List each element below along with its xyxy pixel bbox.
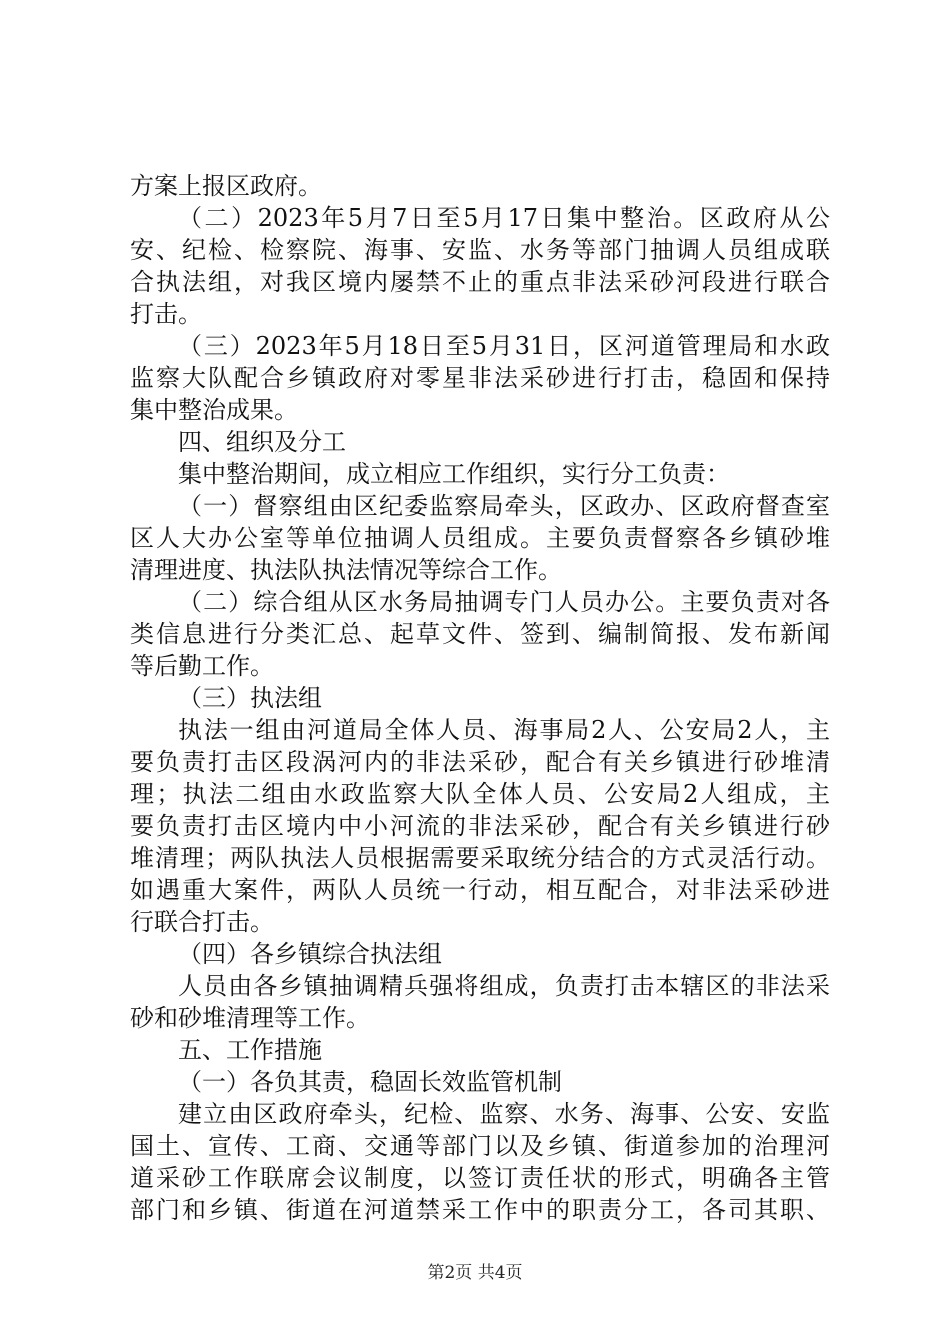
text-line: 监察大队配合乡镇政府对零星非法采砂进行打击，稳固和保持 [130, 364, 830, 392]
text-line: 集中整治成果。 [130, 396, 298, 424]
text-line: 合执法组，对我区境内屡禁不止的重点非法采砂河段进行联合 [130, 268, 830, 296]
text-line: 砂和砂堆清理等工作。 [130, 1004, 370, 1032]
text-line: 类信息进行分类汇总、起草文件、签到、编制简报、发布新闻 [130, 620, 830, 648]
text-line: 堆清理；两队执法人员根据需要采取统分结合的方式灵活行动。 [130, 844, 830, 872]
page-footer: 第2页 共4页 [427, 1263, 523, 1283]
text-line: 要负责打击区段涡河内的非法采砂，配合有关乡镇进行砂堆清 [130, 748, 830, 776]
text-line: 五、工作措施 [178, 1036, 322, 1064]
text-line: 区人大办公室等单位抽调人员组成。主要负责督察各乡镇砂堆 [130, 524, 830, 552]
text-line: 国土、宣传、工商、交通等部门以及乡镇、街道参加的治理河 [130, 1132, 830, 1160]
document-body [130, 170, 830, 1226]
text-line: （一）各负其责，稳固长效监管机制 [178, 1068, 562, 1096]
text-line: （三）执法组 [178, 684, 322, 712]
text-line: 理；执法二组由水政监察大队全体人员、公安局2人组成，主 [130, 780, 830, 808]
text-line: 如遇重大案件，两队人员统一行动，相互配合，对非法采砂进 [130, 876, 830, 904]
text-line: 安、纪检、检察院、海事、安监、水务等部门抽调人员组成联 [130, 236, 830, 264]
text-line: （二）2023年5月7日至5月17日集中整治。区政府从公 [178, 204, 830, 232]
text-line: （四）各乡镇综合执法组 [178, 940, 442, 968]
text-line: 部门和乡镇、街道在河道禁采工作中的职责分工，各司其职、 [130, 1196, 830, 1224]
text-line: （一）督察组由区纪委监察局牵头，区政办、区政府督查室 [178, 492, 830, 520]
text-line: 打击。 [130, 300, 202, 328]
text-line: 方案上报区政府。 [130, 172, 322, 200]
text-line: （二）综合组从区水务局抽调专门人员办公。主要负责对各 [178, 588, 830, 616]
text-line: （三）2023年5月18日至5月31日，区河道管理局和水政 [178, 332, 830, 360]
text-line: 执法一组由河道局全体人员、海事局2人、公安局2人，主 [178, 716, 830, 744]
text-line: 建立由区政府牵头，纪检、监察、水务、海事、公安、安监 [178, 1100, 830, 1128]
text-line: 清理进度、执法队执法情况等综合工作。 [130, 556, 562, 584]
text-line: 道采砂工作联席会议制度，以签订责任状的形式，明确各主管 [130, 1164, 830, 1192]
text-line: 等后勤工作。 [130, 652, 274, 680]
text-line: 集中整治期间，成立相应工作组织，实行分工负责： [178, 460, 730, 488]
text-line: 四、组织及分工 [178, 428, 346, 456]
text-line: 要负责打击区境内中小河流的非法采砂，配合有关乡镇进行砂 [130, 812, 830, 840]
text-line: 人员由各乡镇抽调精兵强将组成，负责打击本辖区的非法采 [178, 972, 830, 1000]
text-line: 行联合打击。 [130, 908, 274, 936]
